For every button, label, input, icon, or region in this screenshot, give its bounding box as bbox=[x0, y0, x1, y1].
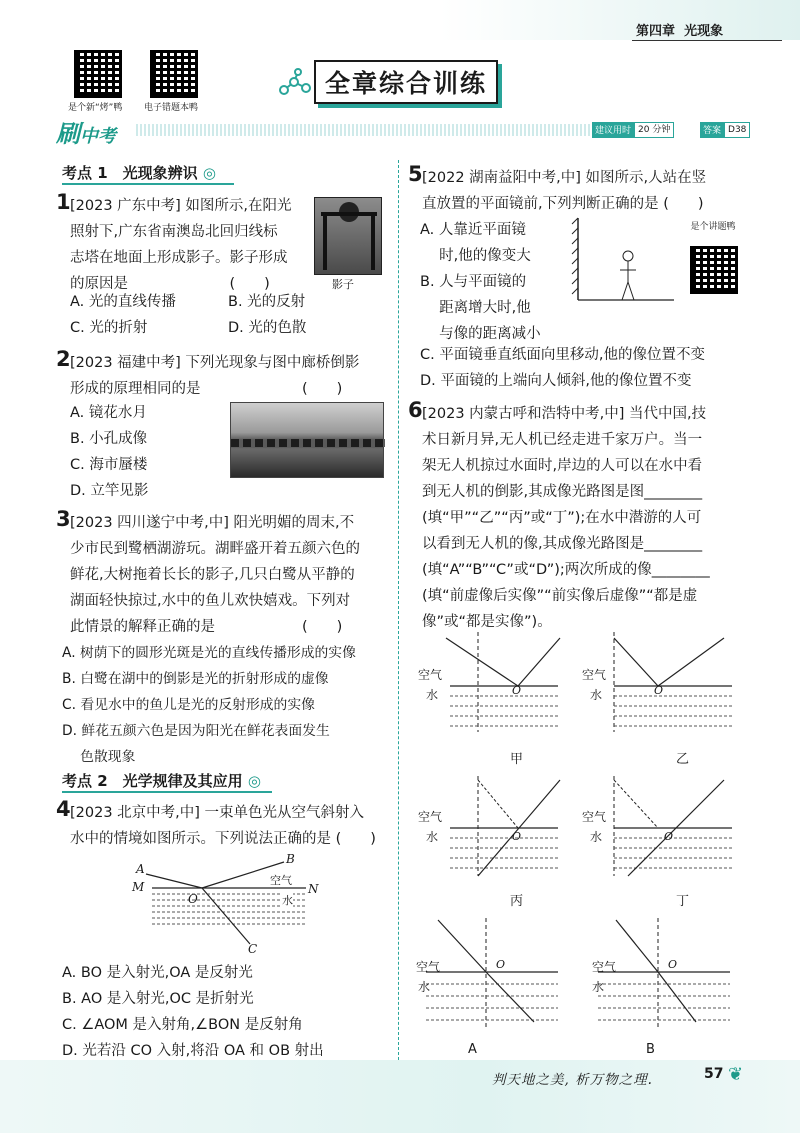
q5-opt-list-2 bbox=[420, 342, 750, 394]
header-hatch-bar bbox=[136, 124, 590, 136]
q1-stem: [2023 广东中考] 如图所示,在阳光 照射下,广东省南澳岛北回归线标 志塔在地面上形成影子。影子形成 的原因是 ( ) bbox=[70, 198, 292, 292]
q4-figure bbox=[126, 852, 326, 956]
q5-opt-list-1 bbox=[420, 217, 541, 347]
q2-option-b[interactable]: B. 小孔成像 bbox=[70, 431, 148, 447]
q3-option-b[interactable]: B. 白鹭在湖中的倒影是光的折射形成的虚像 bbox=[62, 671, 329, 687]
q6-label-jia: 甲 bbox=[510, 752, 524, 767]
q6-diagram-b: 空气 水 O B bbox=[588, 914, 738, 1064]
q6-stem: [2023 内蒙古呼和浩特中考,中] 当代中国,技 术日新月异,无人机已经走进千家万户。当一 架无人机掠过水面时,岸边的人可以在水中看 到无人机的倒影,其成像光路图是图________ (填“甲”“乙”“丙”或“丁”);在水中潜游的人可 以看到无人机的像,其成像光路图是________ (填“A”“B”“C”或“D”);两次所成的像________ (填“前虚像后实像”“前实像后虚像”“都是虚 像”或“都是实像”)。 bbox=[422, 406, 710, 630]
q6-diagram-ding: 空气 水 O 丁 bbox=[580, 772, 740, 912]
chapter-underline bbox=[632, 40, 782, 41]
time-badge: 建议用时 20 分钟 bbox=[592, 122, 674, 138]
q5-qr-code[interactable] bbox=[690, 246, 738, 294]
section-heading-1: 考点 1 光现象辨识 ◎ bbox=[62, 164, 216, 182]
q6-diagram-yi: 空气 水 O 乙 bbox=[580, 628, 740, 768]
q5-figure-mirror bbox=[568, 214, 678, 306]
q4-opt-list bbox=[62, 960, 392, 1064]
q6-label-b: B bbox=[646, 1042, 655, 1057]
q4-label-b: B bbox=[286, 852, 295, 866]
q5-option-c[interactable]: C. 平面镜垂直纸面向里移动,他的像位置不变 bbox=[420, 347, 705, 363]
page-title: 全章综合训练 bbox=[324, 69, 487, 98]
q2-option-a[interactable]: A. 镜花水月 bbox=[70, 405, 147, 421]
q6-diagram-jia: 空气 水 O 甲 bbox=[416, 628, 566, 768]
q3-option-d-cont: 色散现象 bbox=[62, 749, 136, 765]
target-icon: ◎ bbox=[247, 772, 261, 790]
q6-number: 6 bbox=[408, 398, 423, 422]
q1-figure-tower bbox=[314, 197, 382, 275]
q4-option-b[interactable]: B. AO 是入射光,OC 是折射光 bbox=[62, 991, 254, 1007]
q1-number: 1 bbox=[56, 190, 71, 214]
qr-code-1[interactable] bbox=[74, 50, 122, 98]
section-heading-2: 考点 2 光学规律及其应用 ◎ bbox=[62, 772, 261, 790]
molecule-icon bbox=[278, 68, 314, 98]
leaf-icon: ❦ bbox=[728, 1064, 744, 1085]
target-icon: ◎ bbox=[202, 164, 216, 182]
qr1-label: 是个新“烤”鸭 bbox=[68, 103, 123, 113]
q1-option-a[interactable]: A. 光的直线传播 bbox=[70, 294, 176, 310]
q3-opt-list bbox=[62, 640, 392, 770]
q5-number: 5 bbox=[408, 162, 423, 186]
qr-code-2[interactable] bbox=[150, 50, 198, 98]
footer-motto: 判天地之美, 析万物之理. bbox=[492, 1072, 653, 1088]
q2-option-d[interactable]: D. 立竿见影 bbox=[70, 483, 149, 499]
q4-number: 4 bbox=[56, 797, 71, 821]
q5-option-d[interactable]: D. 平面镜的上端向人倾斜,他的像位置不变 bbox=[420, 373, 692, 389]
q4-option-c[interactable]: C. ∠AOM 是入射角,∠BON 是反射角 bbox=[62, 1017, 303, 1033]
q5-option-b-cont2: 与像的距离减小 bbox=[420, 326, 541, 342]
section-underline-2 bbox=[62, 791, 272, 793]
chapter-label: 第四章 光现象 bbox=[636, 24, 724, 39]
q2-option-c[interactable]: C. 海市蜃楼 bbox=[70, 457, 148, 473]
q5-option-b-cont1: 距离增大时,他 bbox=[420, 300, 531, 316]
q4-label-a: A bbox=[136, 862, 145, 876]
q5-option-a[interactable]: A. 人靠近平面镜 bbox=[420, 222, 526, 238]
q6-label-a: A bbox=[468, 1042, 477, 1057]
q6-label-yi: 乙 bbox=[676, 752, 690, 767]
brand-logo: 刷中考 bbox=[56, 120, 116, 148]
q6-diagram-bing: 空气 水 O 丙 bbox=[416, 772, 566, 912]
q3-option-d[interactable]: D. 鲜花五颜六色是因为阳光在鲜花表面发生 bbox=[62, 723, 330, 739]
q4-label-water: 水 bbox=[282, 894, 293, 907]
q4-label-n: N bbox=[308, 882, 319, 896]
q1-figure-label: 影子 bbox=[332, 278, 354, 291]
q2-figure-bridge-photo bbox=[230, 402, 384, 478]
q4-label-m: M bbox=[132, 880, 145, 894]
q5-option-b[interactable]: B. 人与平面镜的 bbox=[420, 274, 527, 290]
q4-label-c: C bbox=[248, 942, 258, 956]
q4-option-d[interactable]: D. 光若沿 CO 入射,将沿 OA 和 OB 射出 bbox=[62, 1043, 324, 1059]
q4-stem: [2023 北京中考,中] 一束单色光从空气斜射入 水中的情境如图所示。下列说法正确的是 ( ) bbox=[70, 805, 376, 847]
q3-stem: [2023 四川遂宁中考,中] 阳光明媚的周末,不 少市民到鹭栖湖游玩。湖畔盛开着五颜六色的 鲜花,大树拖着长长的影子,几只白鹭从平静的 湖面轻快掠过,水中的鱼儿欢快嬉戏。下列对 此情景的解释正确的是 ( ) bbox=[70, 515, 360, 635]
page-number: 57 bbox=[704, 1066, 724, 1082]
q5-stem: [2022 湖南益阳中考,中] 如图所示,人站在竖 直放置的平面镜前,下列判断正确的是 ( ) bbox=[422, 170, 707, 212]
q6-label-bing: 丙 bbox=[510, 894, 524, 909]
q3-option-c[interactable]: C. 看见水中的鱼儿是光的反射形成的实像 bbox=[62, 697, 315, 713]
q6-label-ding: 丁 bbox=[676, 894, 690, 909]
qr2-label: 电子错题本鸭 bbox=[144, 103, 199, 113]
q3-option-a[interactable]: A. 树荫下的圆形光斑是光的直线传播形成的实像 bbox=[62, 645, 356, 661]
q1-option-b[interactable]: B. 光的反射 bbox=[228, 294, 306, 310]
page-title-box bbox=[314, 60, 498, 104]
q5-qr-label: 是个讲题鸭 bbox=[690, 222, 736, 232]
q1-option-d[interactable]: D. 光的色散 bbox=[228, 320, 307, 336]
q2-number: 2 bbox=[56, 347, 71, 371]
q2-opt-list bbox=[70, 400, 148, 504]
answer-badge: 答案 D38 bbox=[700, 122, 750, 138]
q4-label-air: 空气 bbox=[270, 874, 292, 887]
q6-diagram-a: 空气 水 O A bbox=[416, 914, 566, 1064]
footer-band bbox=[0, 1060, 800, 1133]
q1-option-c[interactable]: C. 光的折射 bbox=[70, 320, 148, 336]
q3-number: 3 bbox=[56, 507, 71, 531]
section-underline-1 bbox=[62, 183, 234, 185]
q2-stem: [2023 福建中考] 下列光现象与图中廊桥倒影 形成的原理相同的是 ( ) bbox=[70, 355, 360, 397]
q5-option-a-cont: 时,他的像变大 bbox=[420, 248, 531, 264]
q4-option-a[interactable]: A. BO 是入射光,OA 是反射光 bbox=[62, 965, 253, 981]
q4-label-o: O bbox=[188, 892, 198, 906]
